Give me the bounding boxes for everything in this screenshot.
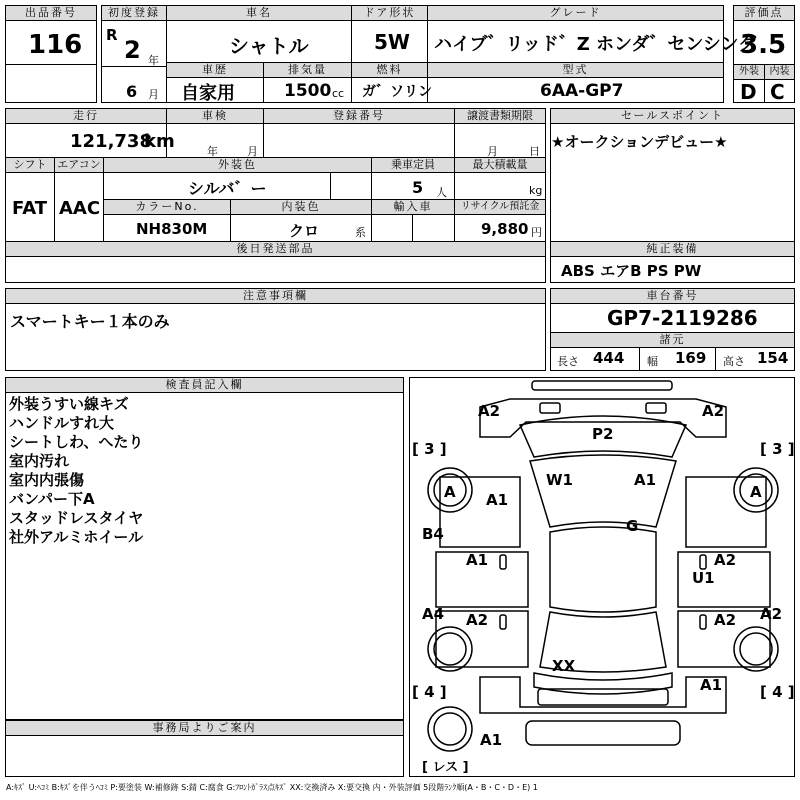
recycle-box xyxy=(454,199,546,242)
mark-a1-hood: A1 xyxy=(634,471,657,489)
int-score: C xyxy=(770,80,785,104)
int-color: クロ xyxy=(289,222,320,240)
mark-u1: U1 xyxy=(692,569,715,587)
grade-box xyxy=(427,5,757,63)
inspector-note: スタッドレスタイヤ xyxy=(9,509,144,527)
reg-month-unit: 月 xyxy=(148,88,159,101)
mark-a2-rear-right: A2 xyxy=(760,605,783,623)
int-label: 内装 xyxy=(764,65,794,80)
chassis: GP7-2119286 xyxy=(607,306,758,330)
mark-p2: P2 xyxy=(592,425,614,443)
inspector-note: バンパー下A xyxy=(9,490,95,508)
inspector-note: 室内内張傷 xyxy=(9,471,85,489)
mileage-label: 走行 xyxy=(6,109,166,124)
height-label: 高さ xyxy=(723,355,745,368)
sales-point-box xyxy=(550,108,795,242)
inspector-note: 社外アルミホイール xyxy=(9,528,144,546)
inspector-label: 検査員記入欄 xyxy=(6,378,403,393)
model-label: 型式 xyxy=(428,63,723,78)
transfer-month-unit: 月 xyxy=(487,145,498,158)
notice-label: 注意事項欄 xyxy=(6,289,545,304)
mark-a1-bumper: A1 xyxy=(480,731,503,749)
mark-g: G xyxy=(626,517,639,535)
model: 6AA-GP7 xyxy=(540,81,624,101)
capacity-box xyxy=(371,157,455,200)
equipment: ABS エアB PS PW xyxy=(561,262,702,280)
color-no-box xyxy=(103,199,231,242)
car-name-label: 車名 xyxy=(167,6,351,21)
mark-b4: B4 xyxy=(422,525,444,543)
equipment-label: 純正装備 xyxy=(551,242,794,257)
dims-label: 諸元 xyxy=(551,332,794,348)
inspector-note: ハンドルすれ大 xyxy=(9,414,115,432)
reg-no-label: 登録番号 xyxy=(264,109,454,124)
sales-point: ★オークションデビュー★ xyxy=(551,133,728,151)
inspector-note: 室内汚れ xyxy=(9,452,70,470)
office-label: 事務局よりご案内 xyxy=(6,721,403,736)
displacement-label: 排気量 xyxy=(264,63,351,78)
door-type: 5W xyxy=(374,30,410,54)
history-label: 車歴 xyxy=(167,63,263,78)
sales-point-label: セールスポイント xyxy=(551,109,794,124)
ext-label: 外装 xyxy=(734,65,764,80)
width-label: 幅 xyxy=(647,355,658,368)
max-load-label: 最大積載量 xyxy=(455,158,545,173)
inspector-note: シートしわ、へたり xyxy=(9,433,144,451)
later-parts-box xyxy=(5,241,546,283)
displacement-box xyxy=(263,62,352,103)
ac-label: エアコン xyxy=(55,158,103,173)
inspector-box xyxy=(5,377,404,720)
mileage: 121,738 xyxy=(70,131,152,152)
recycle-unit: 円 xyxy=(531,226,542,239)
fuel-box xyxy=(351,62,432,103)
shift: FAT xyxy=(12,198,48,219)
length: 444 xyxy=(593,349,625,367)
int-color-box xyxy=(230,199,372,242)
fuel: ガ゛ソリン xyxy=(362,84,432,100)
inspection-label: 車検 xyxy=(167,109,263,124)
ac: AAC xyxy=(59,198,101,219)
chassis-label: 車台番号 xyxy=(551,289,794,304)
car-name: シャトル xyxy=(229,34,309,58)
mileage-box xyxy=(5,108,175,158)
color-no: NH830M xyxy=(136,220,208,238)
int-color-label: 内装色 xyxy=(231,200,371,215)
recycle: 9,880 xyxy=(481,220,529,238)
mark-a2-front-left: A2 xyxy=(478,402,501,420)
inspection-year-unit: 年 xyxy=(207,145,218,158)
notice-box xyxy=(5,288,546,371)
ext-color-label: 外装色 xyxy=(104,158,371,173)
door-label: ドア形状 xyxy=(352,6,427,21)
score-label: 評価点 xyxy=(734,6,794,21)
shift-box xyxy=(5,157,55,242)
mark-a2-door-right: A2 xyxy=(714,551,737,569)
office-box xyxy=(5,720,404,777)
max-load-box xyxy=(454,157,546,200)
first-reg-label: 初度登録 xyxy=(102,6,166,21)
equipment-box xyxy=(550,241,795,283)
ext-color-box xyxy=(103,157,372,200)
car-diagram xyxy=(410,377,796,777)
mark-wheel-a-left: A xyxy=(444,483,456,501)
mark-spare-less: [ レス ] xyxy=(422,760,469,775)
inspection-box xyxy=(166,108,264,158)
mark-a1-rear-right: A1 xyxy=(700,676,723,694)
later-parts-label: 後日発送部品 xyxy=(6,242,545,257)
mark-tire-front-left: [ 3 ] xyxy=(412,440,447,458)
mileage-unit: km xyxy=(144,131,175,152)
displacement: 1500 xyxy=(284,81,332,101)
recycle-label: リサイクル預託金 xyxy=(455,200,545,215)
inspection-month-unit: 月 xyxy=(247,145,258,158)
car-name-box xyxy=(166,5,352,63)
reg-month: 6 xyxy=(126,82,138,101)
ac-box xyxy=(54,157,104,242)
inspector-note: 外装うすい線キズ xyxy=(9,395,129,413)
era: R xyxy=(106,26,118,44)
history-box xyxy=(166,62,264,103)
height: 154 xyxy=(757,349,789,367)
mark-tire-rear-right: [ 4 ] xyxy=(760,683,795,701)
score-box xyxy=(733,5,795,103)
fuel-label: 燃料 xyxy=(352,63,427,78)
mark-w1: W1 xyxy=(546,471,573,489)
grade-label: グレード xyxy=(428,6,723,21)
history: 自家用 xyxy=(181,83,235,104)
mark-xx: XX xyxy=(552,657,576,675)
mark-wheel-a-right: A xyxy=(750,483,762,501)
lot-number: 116 xyxy=(28,30,83,60)
legend: A:ｷｽﾞ U:ﾍｺﾐ B:ｷｽﾞを伴うﾍｺﾐ P:要塗装 W:補修跡 S:錆 C:腐食 G:ﾌﾛﾝﾄｶﾞﾗｽ点ｷｽﾞ XX:交換済み X:要交換 内・外装評価 5段階ﾗﾝｸ順(A・B・C・D・E) 1 xyxy=(6,783,538,792)
model-box xyxy=(427,62,724,103)
capacity-label: 乗車定員 xyxy=(372,158,454,173)
mark-tire-front-right: [ 3 ] xyxy=(760,440,795,458)
import-box xyxy=(371,199,455,242)
int-color-unit: 系 xyxy=(355,226,366,239)
notice: スマートキー１本のみ xyxy=(10,312,170,331)
transfer-box xyxy=(454,108,546,158)
lot-box xyxy=(5,5,97,103)
ext-score: D xyxy=(740,80,757,104)
mark-a2-rear-door-right: A2 xyxy=(714,611,737,629)
mark-a2-front-right: A2 xyxy=(702,402,725,420)
mark-a1-fender-left: A1 xyxy=(486,491,509,509)
mark-tire-rear-left: [ 4 ] xyxy=(412,683,447,701)
capacity: 5 xyxy=(412,178,424,197)
width: 169 xyxy=(675,349,707,367)
import-label: 輸入車 xyxy=(372,200,454,215)
mark-a1-door-left: A1 xyxy=(466,551,489,569)
score: 3.5 xyxy=(740,30,787,60)
reg-year: 2 xyxy=(124,36,141,64)
mark-a4: A4 xyxy=(422,605,445,623)
ext-color: シルバ゛ー xyxy=(188,179,267,198)
reg-year-unit: 年 xyxy=(148,54,159,67)
reg-no-box xyxy=(263,108,455,158)
transfer-label: 譲渡書類期限 xyxy=(455,109,545,124)
inspector-notes xyxy=(9,395,143,547)
transfer-day-unit: 日 xyxy=(529,145,540,158)
length-label: 長さ xyxy=(557,355,579,368)
first-reg-box xyxy=(101,5,167,103)
displacement-unit: cc xyxy=(332,87,345,100)
max-load-unit: kg xyxy=(529,184,543,197)
color-no-label: カラーNo. xyxy=(104,200,230,215)
lot-label: 出品番号 xyxy=(6,6,96,21)
mark-a2-rear-door-left: A2 xyxy=(466,611,489,629)
capacity-unit: 人 xyxy=(436,186,447,199)
door-box xyxy=(351,5,428,63)
chassis-box xyxy=(550,288,795,371)
shift-label: シフト xyxy=(6,158,54,173)
grade: ハイブ゛リッド゛Z ホンダ゛センシング xyxy=(434,34,757,55)
